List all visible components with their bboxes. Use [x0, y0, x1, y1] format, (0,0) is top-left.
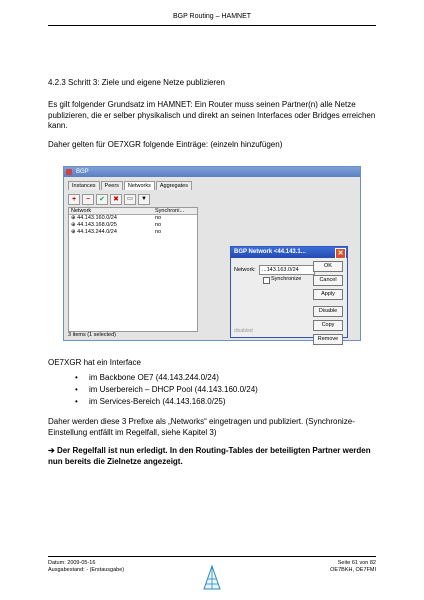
table-row[interactable] [69, 222, 197, 229]
toolbar [68, 194, 150, 205]
list-item-text: im Backbone OE7 (44.143.244.0/24) [89, 373, 219, 382]
antenna-logo-icon [202, 565, 222, 591]
tab-networks[interactable]: Networks [124, 181, 155, 190]
copy-button[interactable]: Copy [313, 320, 343, 331]
row-sync: no [155, 229, 162, 235]
bullet-icon: • [75, 397, 78, 406]
header-rule [48, 25, 376, 26]
row-network [69, 215, 153, 222]
paragraph-principle: Es gilt folgender Grundsatz im HAMNET: Ein Router muss seinen Partner(n) alle Netze publizieren, die er selber physikalisch und direkt an seinen Interfaces oder Bridges erreichen kann. [48, 100, 376, 130]
paragraph-entries: Daher gelten für OE7XGR folgende Einträge: (einzeln hinzufügen) [48, 140, 283, 149]
row-sync: no [155, 215, 162, 221]
list-item-text: im Services-Bereich (44.143.168.0/25) [89, 397, 226, 406]
synchronize-checkbox[interactable] [263, 277, 270, 284]
table-header [69, 208, 197, 215]
remove-icon[interactable]: − [82, 194, 94, 205]
bgp-network-dialog [230, 246, 348, 342]
window-icon [66, 169, 72, 175]
close-icon[interactable]: ✕ [335, 248, 346, 259]
list-item [75, 384, 258, 396]
apply-button[interactable]: Apply [313, 289, 343, 300]
section-title: 4.2.3 Schritt 3: Ziele und eigene Netze publizieren [48, 78, 225, 87]
page-header: BGP Routing – HAMNET [172, 13, 252, 20]
arrow-icon: ➔ [48, 446, 55, 455]
footer-date: Datum: 2009-05-16 [48, 560, 96, 566]
row-network-value: 44.143.168.0/25 [77, 222, 117, 228]
bgp-window-titlebar [64, 167, 360, 177]
remove-button[interactable]: Remove [313, 334, 343, 345]
row-network [69, 229, 153, 236]
add-icon[interactable]: + [68, 194, 80, 205]
bgp-window-title: BGP [76, 169, 89, 175]
list-item [75, 372, 258, 384]
table-row[interactable] [69, 215, 197, 222]
synchronize-label: Synchronize [271, 276, 302, 282]
network-label: Network: [234, 267, 256, 273]
network-icon: ⊕ [71, 215, 76, 221]
network-icon: ⊕ [71, 222, 76, 228]
list-item-text: im Userbereich – DHCP Pool (44.143.160.0/24) [89, 385, 258, 394]
paragraph-prefixes: Daher werden diese 3 Prefixe als „Networks“ eingetragen und publiziert. (Synchronize-Einstellung entfällt im Regelfall, siehe Kapitel 3) [48, 417, 355, 437]
column-synchronize[interactable]: Synchroni... [155, 208, 185, 214]
tab-aggregates[interactable]: Aggregates [156, 181, 192, 190]
dialog-buttons [313, 261, 343, 345]
row-network-value: 44.143.160.0/24 [77, 215, 117, 221]
row-sync: no [155, 222, 162, 228]
tab-instances[interactable]: Instances [68, 181, 100, 190]
comment-icon[interactable]: ▭ [124, 194, 136, 205]
dialog-title: BGP Network <44.143.1... [234, 249, 306, 255]
table-row[interactable] [69, 229, 197, 236]
footer-left [48, 560, 124, 574]
filter-icon[interactable]: ▼ [138, 194, 150, 205]
footer-edition: Ausgabestand: - (Erstausgabe) [48, 567, 125, 573]
bgp-tabs [68, 181, 193, 190]
disable-button[interactable]: Disable [313, 306, 343, 317]
networks-table [68, 207, 198, 332]
conclusion-paragraph [48, 446, 378, 467]
list-item [75, 396, 258, 408]
status-bar: 3 items (1 selected) [68, 332, 116, 338]
ok-button[interactable]: OK [313, 261, 343, 272]
paragraph-interface: OE7XGR hat ein Interface [48, 358, 141, 367]
network-input[interactable]: ...143.163.0/24 [259, 265, 315, 275]
footer-right [330, 560, 376, 574]
conclusion-text: Der Regelfall ist nun erledigt. In den Routing-Tables der beteiligten Partner werden nun bereits die Zielnetze angezeigt. [48, 446, 371, 466]
tab-peers[interactable]: Peers [101, 181, 123, 190]
footer-rule [48, 556, 376, 557]
column-network[interactable]: Network [71, 208, 92, 214]
bullet-icon: • [75, 373, 78, 382]
bullet-icon: • [75, 385, 78, 394]
footer-page: Seite 61 von 82 [337, 560, 376, 566]
disable-icon[interactable]: ✖ [110, 194, 122, 205]
enable-icon[interactable]: ✔ [96, 194, 108, 205]
dialog-state: disabled [234, 328, 253, 334]
cancel-button[interactable]: Cancel [313, 275, 343, 286]
footer-authors: OE7BKH, OE7FMI [330, 567, 376, 573]
row-network [69, 222, 153, 229]
network-icon: ⊕ [71, 229, 76, 235]
dialog-titlebar [231, 247, 347, 258]
interface-list [75, 372, 258, 408]
row-network-value: 44.143.244.0/24 [77, 229, 117, 235]
